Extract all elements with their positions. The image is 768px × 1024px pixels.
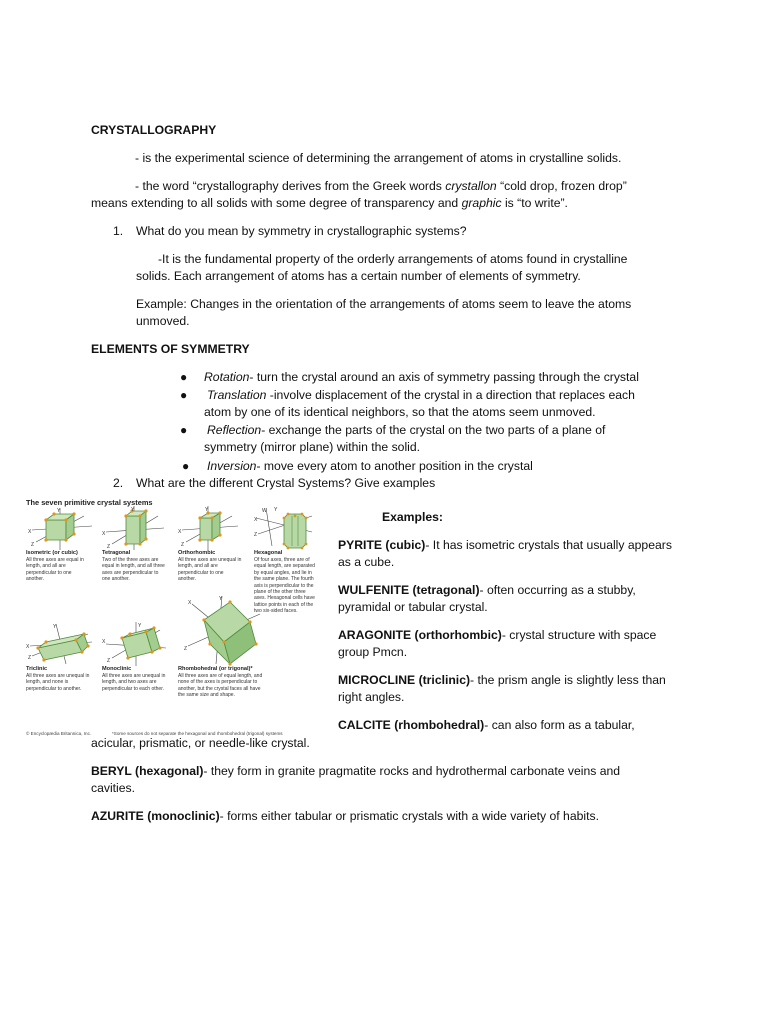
figure-title: The seven primitive crystal systems <box>26 498 153 507</box>
inversion-description: - move every atom to another position in the crystal <box>256 459 533 473</box>
mineral-description: - forms either tabular or prismatic crystals with a wide variety of habits. <box>219 809 599 823</box>
svg-text:Y: Y <box>274 507 278 513</box>
def2-line2-text-c: is “to write”. <box>501 196 568 210</box>
translation-description: -involve displacement of the crystal in a direction that replaces each <box>266 388 635 402</box>
examples-heading: Examples: <box>382 510 443 524</box>
cell-title: Hexagonal <box>254 550 283 556</box>
example-wulfenite-line-2: pyramidal or tabular crystal. <box>338 600 488 614</box>
bullet-icon: ● <box>180 388 188 402</box>
crystal-cell-triclinic <box>26 622 98 692</box>
def2-text-a: - the word “crystallography derives from the Greek words <box>135 179 446 193</box>
svg-text:X: X <box>102 531 106 537</box>
bullet-icon: ● <box>180 370 188 384</box>
example-calcite-line-2: acicular, prismatic, or needle-like crystal. <box>91 736 310 750</box>
example-line-1: Example: Changes in the orientation of the arrangements of atoms seem to leave the atoms <box>136 297 632 311</box>
term-inversion: Inversion <box>207 459 257 473</box>
mineral-description: - crystal structure with space <box>501 628 657 642</box>
svg-text:X: X <box>28 529 32 535</box>
svg-text:Z: Z <box>107 544 111 550</box>
cell-description: All three axes are unequal in length, and none is perpendicular to another. <box>26 673 90 692</box>
mineral-name: CALCITE (rhombohedral) <box>338 718 485 732</box>
definition-1: - is the experimental science of determining the arrangement of atoms in crystalline solids. <box>135 151 622 165</box>
definition-2-line-1 <box>135 178 627 196</box>
cell-title: Isometric (or cubic) <box>26 550 78 556</box>
triclinic-prism-icon <box>26 622 98 666</box>
mineral-name: AZURITE (monoclinic) <box>91 809 220 823</box>
example-line-2: unmoved. <box>136 314 190 328</box>
svg-text:Y: Y <box>131 507 135 513</box>
question-1-text: What do you mean by symmetry in crystallographic systems? <box>136 224 467 238</box>
bullet-icon: ● <box>182 459 190 473</box>
cell-title: Orthorhombic <box>178 550 216 556</box>
mineral-description: - often occurring as a stubby, <box>479 583 636 597</box>
term-reflection: Reflection <box>207 423 262 437</box>
svg-text:Y: Y <box>138 623 142 629</box>
cell-title: Tetragonal <box>102 550 131 556</box>
bullet-reflection <box>204 422 605 440</box>
term-rotation: Rotation <box>204 370 250 384</box>
mineral-name: BERYL (hexagonal) <box>91 764 204 778</box>
crystal-cell-orthorhombic <box>178 506 248 583</box>
figure-footnote: *Some sources do not separate the hexagonal and rhombohedral (trigonal) systems <box>112 731 283 736</box>
bullet-inversion <box>204 458 533 476</box>
svg-text:X: X <box>188 600 192 606</box>
rhombohedral-prism-icon <box>178 594 274 666</box>
reflection-description: - exchange the parts of the crystal on the two parts of a plane of <box>261 423 606 437</box>
svg-text:Y: Y <box>57 508 61 514</box>
question-1-number: 1. <box>113 224 124 238</box>
def2-text-c: “cold drop, frozen drop” <box>496 179 627 193</box>
question-2-number: 2. <box>113 476 124 490</box>
isometric-cube-icon <box>26 506 98 550</box>
mineral-name: MICROCLINE (triclinic) <box>338 673 471 687</box>
cell-title: Triclinic <box>26 666 48 672</box>
svg-text:Z: Z <box>107 658 111 664</box>
orthorhombic-prism-icon <box>178 506 248 550</box>
mineral-description: - they form in granite pragmatite rocks and hydrothermal carbonate veins and <box>203 764 621 778</box>
cell-title: Rhombohedral (or trigonal)* <box>178 666 253 672</box>
svg-text:Z: Z <box>181 542 185 548</box>
mineral-name: WULFENITE (tetragonal) <box>338 583 480 597</box>
answer-1-line-1: -It is the fundamental property of the orderly arrangements of atoms found in crystalline <box>158 252 628 266</box>
rotation-description: - turn the crystal around an axis of symmetry passing through the crystal <box>249 370 639 384</box>
crystal-cell-monoclinic <box>102 622 174 692</box>
hexagonal-prism-icon <box>254 506 316 550</box>
bullet-icon: ● <box>180 423 188 437</box>
cell-title: Monoclinic <box>102 666 132 672</box>
page-title: CRYSTALLOGRAPHY <box>91 123 217 137</box>
cell-description: Of four axes, three are of equal length, are separated by equal angles, and lie in the same plane. The fourth axis is perpendicular to the plane of the other three axes. Hexagonal cells have lattice points in each of the two six-sided faces. <box>254 557 315 615</box>
mineral-name: PYRITE (cubic) <box>338 538 426 552</box>
svg-text:Z: Z <box>28 655 32 661</box>
svg-text:Z: Z <box>31 542 35 548</box>
bullet-rotation <box>204 369 639 387</box>
tetragonal-prism-icon <box>102 506 174 550</box>
bullet-translation <box>204 387 635 405</box>
svg-text:Z: Z <box>254 532 258 538</box>
figure-credit: © Encyclopædia Britannica, Inc. <box>26 731 92 736</box>
svg-text:X: X <box>26 644 30 650</box>
svg-text:X: X <box>254 517 258 523</box>
example-wulfenite <box>338 582 636 600</box>
svg-text:X: X <box>102 639 106 645</box>
def2-term-graphic: graphic <box>461 196 502 210</box>
svg-text:Y: Y <box>205 507 209 513</box>
crystal-systems-figure <box>26 494 318 734</box>
svg-text:Y: Y <box>53 624 57 630</box>
monoclinic-prism-icon <box>102 622 174 666</box>
question-2-text: What are the different Crystal Systems? Give examples <box>136 476 436 490</box>
crystal-cell-rhombohedral <box>178 594 274 699</box>
mineral-description: - the prism angle is slightly less than <box>470 673 666 687</box>
mineral-description: - It has isometric crystals that usually appears <box>425 538 672 552</box>
example-calcite <box>338 717 635 735</box>
definition-2-line-2 <box>91 195 568 213</box>
example-beryl <box>91 763 620 781</box>
cell-description: All three axes are unequal in length, and two axes are perpendicular to each other. <box>102 673 166 692</box>
cell-description: All three axes are equal in length, and all are perpendicular to one another. <box>26 557 84 583</box>
svg-text:X: X <box>178 529 182 535</box>
svg-text:W: W <box>262 508 267 514</box>
answer-1-line-2: solids. Each arrangement of atoms has a certain number of elements of symmetry. <box>136 269 581 283</box>
example-microcline-line-2: right angles. <box>338 690 405 704</box>
crystal-cell-tetragonal <box>102 506 174 583</box>
example-pyrite-line-2: as a cube. <box>338 555 395 569</box>
crystal-cell-isometric <box>26 506 98 583</box>
mineral-name: ARAGONITE (orthorhombic) <box>338 628 502 642</box>
cell-description: All three axes are unequal in length, and all are perpendicular to one another. <box>178 557 242 583</box>
example-azurite <box>91 808 599 826</box>
bullet-translation-line-2: atom by one of its identical neighbors, so that the atoms seem unmoved. <box>204 405 596 419</box>
mineral-description: - can also form as a tabular, <box>484 718 635 732</box>
term-translation: Translation <box>207 388 267 402</box>
elements-heading: ELEMENTS OF SYMMETRY <box>91 342 250 356</box>
cell-description: All three axes are of equal length, and none of the axes is perpendicular to another, but the crystal faces all have the same size and shape. <box>178 673 263 699</box>
def2-term-crystallon: crystallon <box>445 179 497 193</box>
def2-line2-text-a: means extending to all solids with some degree of transparency and <box>91 196 462 210</box>
example-aragonite <box>338 627 656 645</box>
bullet-reflection-line-2: symmetry (mirror plane) within the solid. <box>204 440 421 454</box>
example-aragonite-line-2: group Pmcn. <box>338 645 408 659</box>
example-pyrite <box>338 537 672 555</box>
svg-text:Z: Z <box>184 646 188 652</box>
example-beryl-line-2: cavities. <box>91 781 136 795</box>
svg-text:Y: Y <box>219 596 223 602</box>
cell-description: Two of the three axes are equal in length, and all three axes are perpendicular to one another. <box>102 557 165 583</box>
example-microcline <box>338 672 666 690</box>
